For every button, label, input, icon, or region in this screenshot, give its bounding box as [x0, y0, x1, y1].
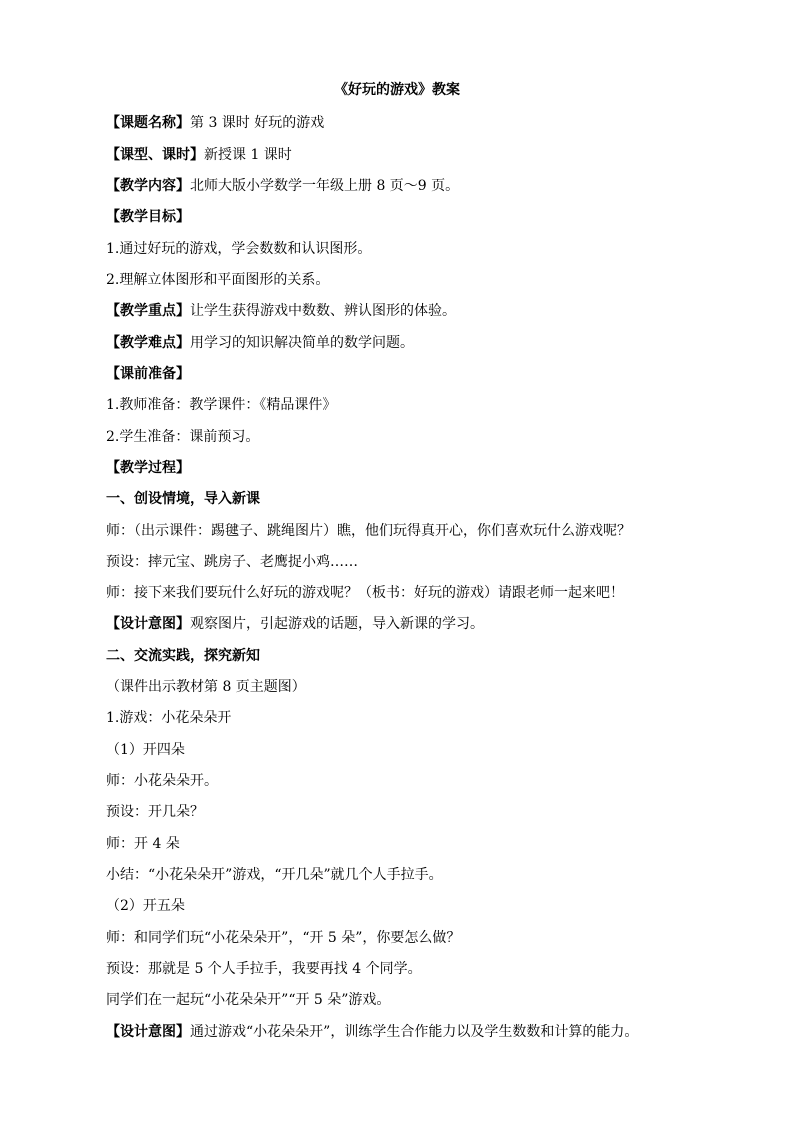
- section-2-intent-value: 通过游戏“小花朵朵开”，训练学生合作能力以及学生数数和计算的能力。: [190, 1024, 639, 1040]
- lesson-name-value: 第 3 课时 好玩的游戏: [190, 115, 325, 131]
- difficulty-line: [106, 333, 414, 353]
- preparation-heading: 【课前准备】: [106, 366, 190, 382]
- section-1-line-3: 师：接下来我们要玩什么好玩的游戏呢？（板书：好玩的游戏）请跟老师一起来吧！: [106, 585, 624, 601]
- goal-item-1: 1.通过好玩的游戏，学会数数和认识图形。: [106, 241, 372, 257]
- section-1-intent-line: [106, 614, 484, 634]
- lesson-name-line: [106, 113, 324, 133]
- key-point-line: [106, 301, 456, 321]
- teaching-goal-heading: 【教学目标】: [106, 209, 190, 225]
- section-2-line-2: 1.游戏：小花朵朵开: [106, 710, 232, 726]
- section-2-line-3: （1）开四朵: [106, 742, 185, 758]
- teaching-content-label: 【教学内容】: [106, 178, 190, 194]
- teaching-content-line: [106, 176, 459, 196]
- section-2-line-5: 预设：开几朵？: [106, 804, 204, 820]
- section-1-line-1: 师：（出示课件：踢毽子、跳绳图片）瞧，他们玩得真开心，你们喜欢玩什么游戏呢？: [106, 523, 631, 539]
- difficulty-label: 【教学难点】: [106, 335, 190, 351]
- section-1-heading: 一、创设情境，导入新课: [106, 491, 260, 507]
- section-2-line-4: 师：小花朵朵开。: [106, 773, 218, 789]
- section-2-line-7: 小结：“小花朵朵开”游戏，“开几朵”就几个人手拉手。: [106, 867, 443, 883]
- section-1-line-2: 预设：摔元宝、跳房子、老鹰捉小鸡……: [106, 554, 358, 570]
- goal-item-2: 2.理解立体图形和平面图形的关系。: [106, 272, 330, 288]
- section-2-intent-label: 【设计意图】: [106, 1024, 190, 1040]
- key-point-value: 让学生获得游戏中数数、辨认图形的体验。: [190, 303, 456, 319]
- key-point-label: 【教学重点】: [106, 303, 190, 319]
- section-2-intent-line: [106, 1022, 638, 1042]
- lesson-type-label: 【课型、课时】: [106, 147, 204, 163]
- lesson-name-label: 【课题名称】: [106, 115, 190, 131]
- section-1-intent-value: 观察图片，引起游戏的话题，导入新课的学习。: [190, 616, 484, 632]
- lesson-type-line: [106, 145, 292, 165]
- preparation-item-1: 1.教师准备：教学课件：《精品课件》: [106, 397, 337, 413]
- preparation-item-2: 2.学生准备：课前预习。: [106, 429, 260, 445]
- section-2-line-11: 同学们在一起玩“小花朵朵开”“开 5 朵”游戏。: [106, 992, 391, 1008]
- section-2-heading: 二、交流实践，探究新知: [106, 648, 260, 664]
- teaching-process-heading: 【教学过程】: [106, 460, 190, 476]
- section-2-line-8: （2）开五朵: [106, 898, 185, 914]
- section-2-line-9: 师：和同学们玩“小花朵朵开”，“开 5 朵”，你要怎么做？: [106, 930, 461, 946]
- section-2-line-1: （课件出示教材第 8 页主题图）: [106, 679, 306, 695]
- section-2-line-6: 师：开 4 朵: [106, 836, 180, 852]
- section-2-line-10: 预设：那就是 5 个人手拉手，我要再找 4 个同学。: [106, 961, 422, 977]
- teaching-content-value: 北师大版小学数学一年级上册 8 页～9 页。: [190, 178, 460, 194]
- lesson-type-value: 新授课 1 课时: [204, 147, 292, 163]
- section-1-intent-label: 【设计意图】: [106, 616, 190, 632]
- difficulty-value: 用学习的知识解决简单的数学问题。: [190, 335, 414, 351]
- document-title: 《好玩的游戏》教案: [334, 82, 460, 98]
